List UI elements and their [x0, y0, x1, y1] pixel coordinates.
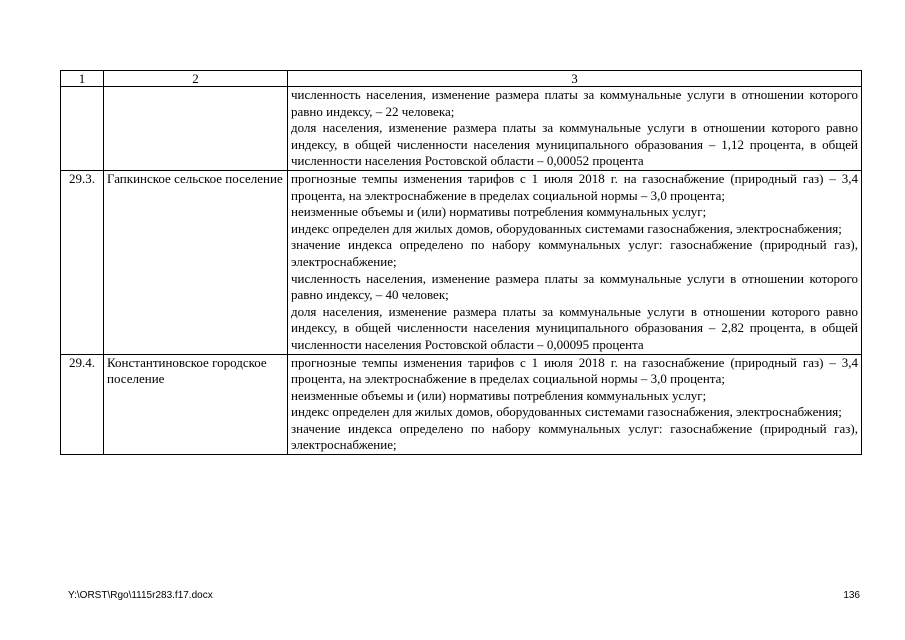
settlement-name: Гапкинское сельское поселение: [104, 170, 288, 354]
paragraph: прогнозные темпы изменения тарифов с 1 июля 2018 г. на газоснабжение (природный газ) – 3,4 процента, на электроснабжение в пределах социальной нормы – 3,0 процента;: [291, 354, 858, 387]
settlement-name: Константиновское городское поселение: [104, 354, 288, 455]
row-description: [288, 87, 862, 171]
paragraph: значение индекса определено по набору коммунальных услуг: газоснабжение (природный газ), электроснабжение;: [291, 237, 858, 269]
table-row: [61, 354, 862, 455]
paragraph: индекс определен для жилых домов, оборудованных системами газоснабжения, электроснабжения;: [291, 220, 842, 236]
paragraph: значение индекса определено по набору коммунальных услуг: газоснабжение (природный газ), электроснабжение;: [291, 420, 858, 453]
row-number: [61, 87, 104, 171]
table-row: [61, 87, 862, 171]
paragraph: доля населения, изменение размера платы за коммунальные услуги в отношении которого равно индексу, в общей численности населения муниципального образования – 1,12 процента, в общей численности населения Ростовской области – 0,00052 процента: [291, 120, 858, 169]
paragraph: неизменные объемы и (или) нормативы потребления коммунальных услуг;: [291, 387, 707, 403]
footer-file-path: Y:\ORST\Rgo\1115r283.f17.docx: [68, 590, 213, 601]
paragraph: доля населения, изменение размера платы за коммунальные услуги в отношении которого равно индексу, в общей численности населения муниципального образования – 2,82 процента, в общей численности населения Ростовской области – 0,00095 процента: [291, 303, 858, 352]
paragraph: прогнозные темпы изменения тарифов с 1 июля 2018 г. на газоснабжение (природный газ) – 3,4 процента, на электроснабжение в пределах социальной нормы – 3,0 процента;: [291, 170, 858, 203]
table-row: [61, 170, 862, 354]
footer-page-number: 136: [843, 590, 860, 601]
paragraph: неизменные объемы и (или) нормативы потребления коммунальных услуг;: [291, 204, 707, 220]
header-col-2: 2: [104, 71, 288, 87]
paragraph: численность населения, изменение размера платы за коммунальные услуги в отношении которого равно индексу, – 40 человек;: [291, 270, 858, 303]
paragraph: численность населения, изменение размера платы за коммунальные услуги в отношении которого равно индексу, – 22 человека;: [291, 87, 858, 119]
header-col-3: 3: [288, 71, 862, 87]
settlement-name: [104, 87, 288, 171]
row-number: 29.3.: [61, 170, 104, 354]
paragraph: индекс определен для жилых домов, оборудованных системами газоснабжения, электроснабжения;: [291, 404, 842, 420]
row-description: [288, 354, 862, 455]
tariff-table: [60, 70, 862, 455]
table-header-row: [61, 71, 862, 87]
row-number: 29.4.: [61, 354, 104, 455]
header-col-1: 1: [61, 71, 104, 87]
row-description: [288, 170, 862, 354]
